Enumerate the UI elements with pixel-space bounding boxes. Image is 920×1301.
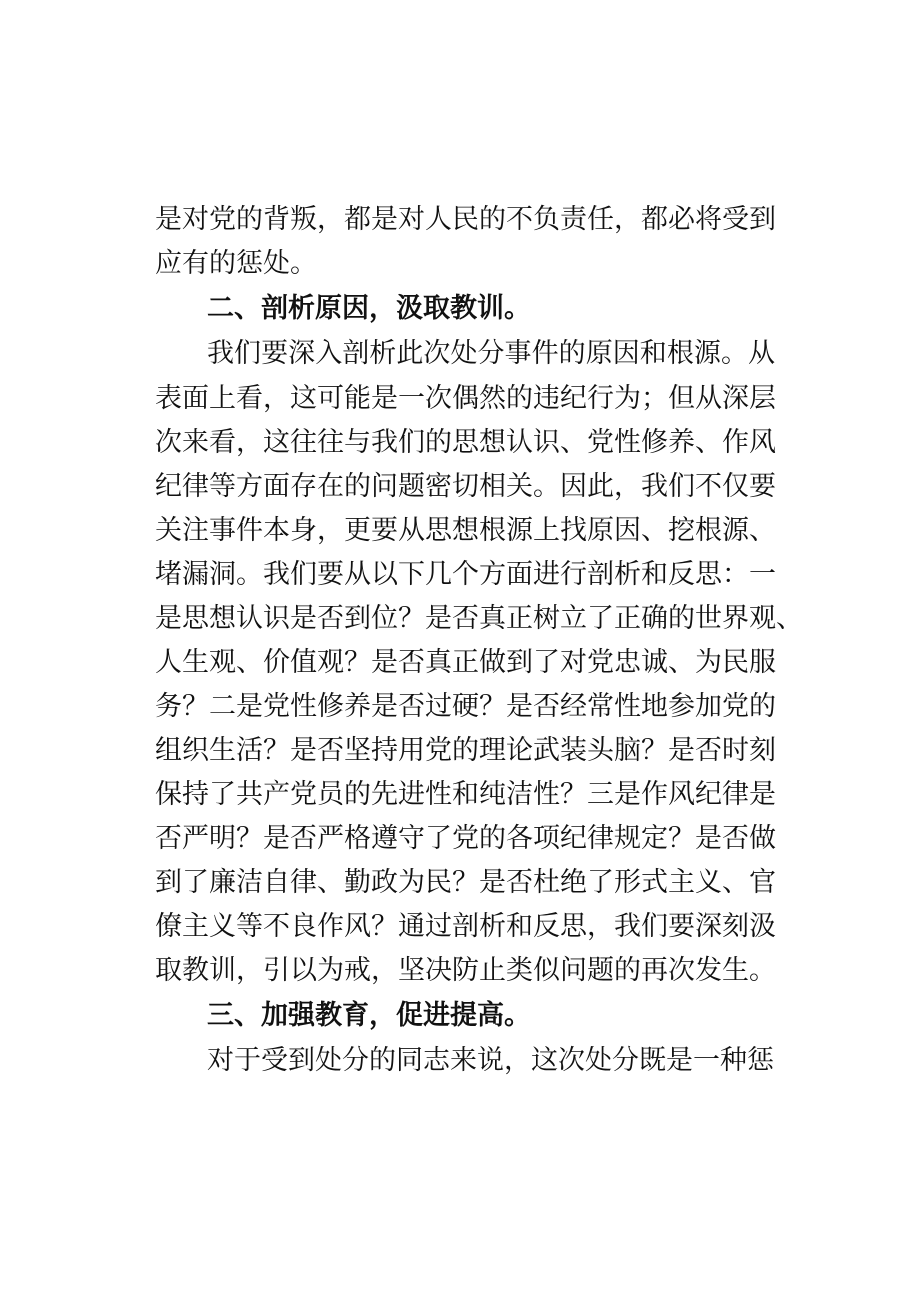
paragraph-line: 次来看，这往往与我们的思想认识、党性修养、作风 <box>155 427 776 458</box>
paragraph-line: 表面上看，这可能是一次偶然的违纪行为；但从深层 <box>155 383 776 414</box>
paragraph-line: 人生观、价值观？是否真正做到了对党忠诚、为民服 <box>155 647 776 678</box>
paragraph-line: 纪律等方面存在的问题密切相关。因此，我们不仅要 <box>155 471 776 502</box>
paragraph-line: 保持了共产党员的先进性和纯洁性？三是作风纪律是 <box>155 779 776 810</box>
paragraph-line: 务？二是党性修养是否过硬？是否经常性地参加党的 <box>155 691 776 722</box>
paragraph-line: 是对党的背叛，都是对人民的不负责任，都必将受到 <box>155 204 776 235</box>
paragraph-line: 取教训，引以为戒，坚决防止类似问题的再次发生。 <box>155 955 776 986</box>
section-heading: 二、剖析原因，汲取教训。 <box>207 293 531 324</box>
paragraph-line: 否严明？是否严格遵守了党的各项纪律规定？是否做 <box>155 823 776 854</box>
paragraph-line: 堵漏洞。我们要从以下几个方面进行剖析和反思：一 <box>155 559 776 590</box>
section-heading: 三、加强教育，促进提高。 <box>207 1000 531 1031</box>
paragraph-line: 关注事件本身，更要从思想根源上找原因、挖根源、 <box>155 515 776 546</box>
paragraph-line: 是思想认识是否到位？是否真正树立了正确的世界观、 <box>155 603 803 634</box>
paragraph-line: 对于受到处分的同志来说，这次处分既是一种惩 <box>207 1045 774 1076</box>
paragraph-line: 到了廉洁自律、勤政为民？是否杜绝了形式主义、官 <box>155 867 776 898</box>
paragraph-line: 组织生活？是否坚持用党的理论武装头脑？是否时刻 <box>155 735 776 766</box>
paragraph-line: 应有的惩处。 <box>155 248 317 279</box>
paragraph-line: 僚主义等不良作风？通过剖析和反思，我们要深刻汲 <box>155 911 776 942</box>
paragraph-line: 我们要深入剖析此次处分事件的原因和根源。从 <box>207 338 775 369</box>
